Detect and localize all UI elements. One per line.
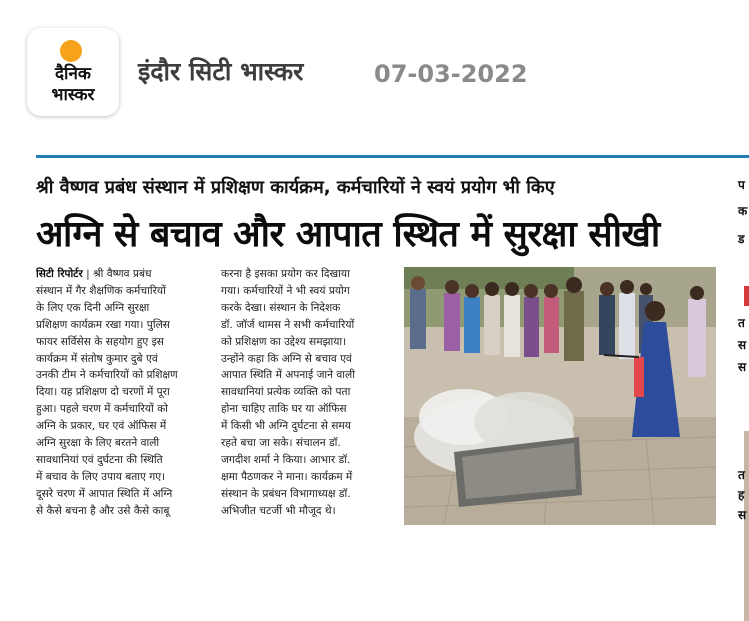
edge-char: स [738,508,747,522]
column-line: में बचाव के लिए उपाय बताए गए। [36,470,166,483]
edge-char: स [738,360,747,374]
article-photo [404,267,716,525]
edge-char: ड [738,232,745,246]
logo-text-line1: दैनिक [55,64,91,84]
column-line: को प्रशिक्षण का उद्देश्य समझाया। [221,335,347,348]
column-line: से कैसे बचना है और उसे कैसे काबू [36,504,170,517]
logo-text-line2: भास्कर [51,85,95,105]
column-line: अग्नि के प्रकार, घर एवं ऑफिस में [36,420,167,433]
edition-title: इंदौर सिटी भास्कर [138,57,304,86]
column-line: उन्होंने कहा कि अग्नि से बचाव एवं [221,352,352,365]
column-line: सावधानियां एवं दुर्घटना की स्थिति [36,453,163,466]
next-story-edge [732,166,749,536]
article-headline: अग्नि से बचाव और आपात स्थित में सुरक्षा सीखी [36,214,660,255]
column-line: सिटी रिपोर्टर | श्री वैष्णव प्रबंध [36,268,152,280]
article-kicker: श्री वैष्णव प्रबंध संस्थान में प्रशिक्षण कार्यक्रम, कर्मचारियों ने स्वयं प्रयोग भी किए [36,177,555,198]
column-line: फायर सर्विसेस के सहयोग हुए इस [36,335,164,348]
fire-training-photo-illustration [404,267,716,525]
dainik-bhaskar-logo [27,28,119,116]
article-column-1 [36,266,206,520]
header-divider [36,155,749,158]
column-line: उनकी टीम ने कर्मचारियों को प्रशिक्षण [36,369,178,382]
column-line: कार्यक्रम में संतोष कुमार दुबे एवं [36,352,158,365]
column-line: होना चाहिए ताकि घर या ऑफिस [221,403,347,416]
article-column-2 [221,266,397,520]
column-line: अग्नि सुरक्षा के लिए बरतने वाली [36,437,160,450]
column-line: संस्थान के प्रबंधन विभागाध्यक्ष डॉ. [221,487,351,500]
column-line: गया। कर्मचारियों ने भी स्वयं प्रयोग [221,284,350,297]
edge-photo [744,431,749,621]
column-line: दूसरे चरण में आपात स्थिति में अग्नि [36,487,173,500]
column-line: आपात स्थिति में अपनाई जाने वाली [221,369,355,382]
column-line: अभिजीत चटर्जी भी मौजूद थे। [221,504,336,517]
edge-char: स [738,338,747,352]
column-line: डॉ. जॉर्ज थामस ने सभी कर्मचारियों [221,318,355,331]
byline: सिटी रिपोर्टर [36,268,83,280]
edge-red-mark [744,286,749,306]
edition-date: 07-03-2022 [374,60,528,88]
column-line: दिया। यह प्रशिक्षण दो चरणों में पूरा [36,386,170,399]
column-line: सावधानियां प्रत्येक व्यक्ति को पता [221,386,351,399]
sun-icon [60,40,82,62]
column-line: के लिए एक दिनी अग्नि सुरक्षा [36,301,150,314]
edge-char: त [738,468,745,482]
column-line: हुआ। पहले चरण में कर्मचारियों को [36,403,168,416]
column-line: करना है इसका प्रयोग कर दिखाया [221,268,350,280]
column-line: प्रशिक्षण कार्यक्रम रखा गया। पुलिस [36,318,170,331]
edge-char: क [738,204,748,218]
edge-char: ह [738,488,745,502]
column-line: संस्थान में गैर शैक्षणिक कर्मचारियों [36,284,166,297]
column-line: क्षमा पैठणकर ने माना। कार्यक्रम में [221,470,353,483]
column-line: करके देखा। संस्थान के निदेशक [221,301,341,314]
column-line: जगदीश शर्मा ने किया। आभार डॉ. [221,453,351,466]
column-line: रहते बचा जा सके। संचालन डॉ. [221,437,341,450]
edge-char: त [738,316,745,330]
edge-char: प [738,178,745,192]
column-line: में किसी भी अग्नि दुर्घटना से समय [221,420,351,433]
